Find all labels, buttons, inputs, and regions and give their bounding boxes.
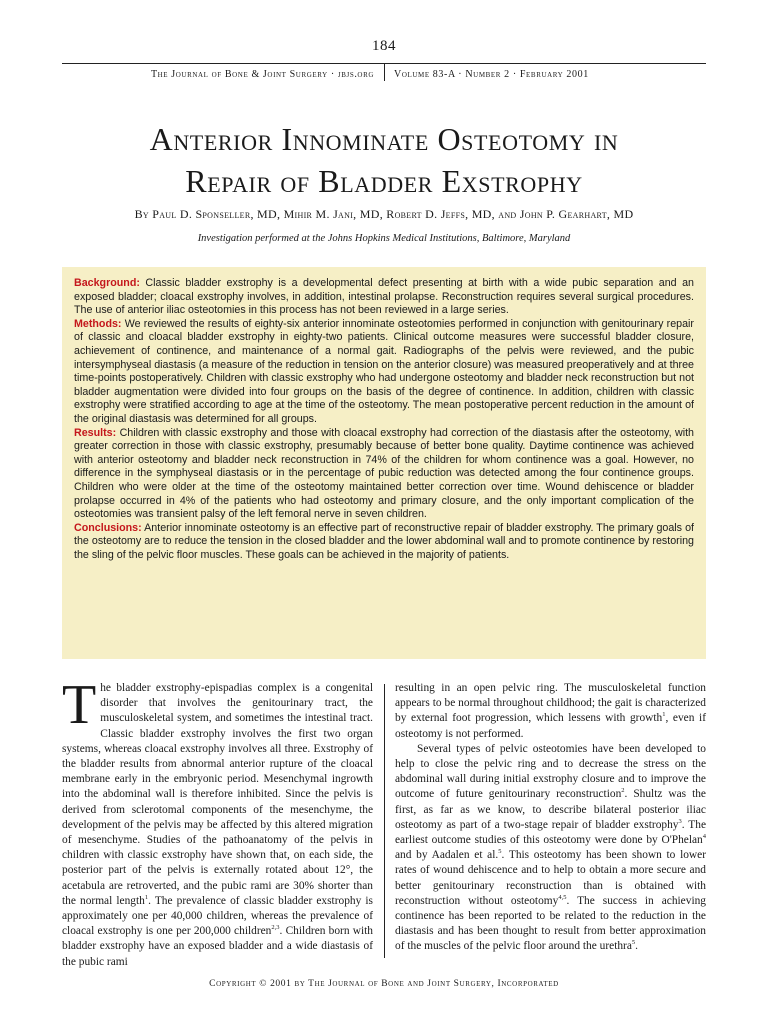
body-text: Several types of pelvic osteotomies have been developed to help to close the pelvic ring and to decrease the stress on the abdominal wall during initial exstrophy closure and to improve the outcome of future genitourinary reconstruction — [395, 742, 706, 801]
body-paragraph-2 — [395, 742, 706, 955]
title-line-1: Anterior Innominate Osteotomy in — [149, 121, 619, 157]
reference-marker: 2 — [621, 787, 625, 795]
abstract-methods — [74, 318, 694, 427]
abstract-conclusions-text: Anterior innominate osteotomy is an effective part of reconstructive repair of bladder exstrophy. The primary goals of the osteotomy are to reduce the tension in the closed bladder and the lower abdominal wall and to promote continence by restoring the sling of the pelvic floor muscles. These goals can be achieved in the majority of patients. — [74, 521, 694, 561]
abstract-background-label: Background: — [74, 277, 140, 289]
body-text: . — [635, 940, 639, 953]
abstract-background — [74, 277, 694, 318]
reference-marker: 5 — [631, 939, 636, 947]
body-text: . Children born with bladder exstrophy have an exposed bladder and a wide diastasis of the pubic rami — [62, 925, 373, 968]
abstract-conclusions — [74, 522, 694, 563]
header-divider — [384, 63, 385, 81]
body-text: . The success in achieving continence has been reported to be related to the reduction in the diastasis and has been thought to result from better approximation of the muscles of the pelvic floor around the urethra — [395, 894, 706, 953]
abstract-results-text: Children with classic exstrophy and those with cloacal exstrophy had correction of the diastasis after the osteotomy, with greater correction in those with classic exstrophy, presumably because of better bone quality. Daytime continence was achieved with anterior osteotomy and bladder neck reconstruction in 74% of the children for whom continence was a goal. However, no difference in the symphyseal diastasis or in the percentage of pubic reduction was detected among the four continence groups. Children who were older at the time of the osteotomy maintained better correction over time. Wound dehiscence or bladder prolapse occurred in 4% of the patients who had osteotomy and primary closure, and the only important complication of the osteotomies was transient palsy of the left femoral nerve in seven children. — [74, 426, 694, 521]
abstract-methods-label: Methods: — [74, 317, 122, 330]
authors-byline: By Paul D. Sponseller, MD, Mihir M. Jani, MD, Robert D. Jeffs, MD, and John P. Gearhart, MD — [134, 207, 634, 221]
body-text: he bladder exstrophy-epispadias complex is a congenital disorder that involves the genitourinary tract, the musculoskeletal system, and sometimes the intestinal tract. Classic bladder exstrophy involves the first two organ systems, whereas cloacal exstrophy involves all three. Exstrophy of the bladder results from abnormal anterior rupture of the cloacal membrane early in the embryonic period. Mesenchymal ingrowth into the abdominal wall is therefore inhibited. Since the pelvis is derived from sclerotomal components of the mesenchyme, the development of the pelvis may be affected by this altered migration of mesenchyme. Studies of the pathoanatomy of the pelvis in children with classic exstrophy have shown that, on each side, the posterior part of the pelvis is externally rotated about 12°, the acetabula are retroverted, and the pubic rami are 30% shorter than the normal length — [62, 682, 373, 907]
article-title — [40, 118, 728, 202]
reference-marker: 3 — [678, 818, 682, 826]
abstract-box — [62, 267, 706, 659]
reference-marker: 2,3 — [271, 924, 280, 932]
body-text: . The earliest outcome studies of this osteotomy were done by O'Phelan — [395, 818, 706, 847]
body-text: and by Aadalen et al. — [395, 849, 499, 862]
running-header-journal: The Journal of Bone & Joint Surgery · jbjs.org — [150, 69, 374, 80]
body-text: resulting in an open pelvic ring. The musculoskeletal function appears to be normal throughout childhood; the gait is characterized by external foot progression, which lessens with growth — [395, 682, 706, 725]
abstract-results — [74, 427, 694, 522]
body-text: . This osteotomy has been shown to lower rates of wound dehiscence and to help to obtain a more secure and better genitourinary reconstruction than is obtained with reconstruction without osteotomy — [395, 849, 707, 907]
institution-note: Investigation performed at the Johns Hopkins Medical Institutions, Baltimore, Maryland — [197, 233, 571, 244]
reference-marker: 4,5 — [558, 894, 567, 902]
reference-marker: 1 — [144, 894, 149, 902]
abstract-methods-text: We reviewed the results of eighty-six anterior innominate osteotomies performed in conjunction with genitourinary repair of classic and cloacal bladder exstrophy in eighty-two patients. Clinical outcome measures were successful bladder closure, achievement of continence, and maintenance of a normal gait. Radiographs of the pelvis were reviewed, and the pubic intersymphyseal diastasis (a measure of the reduction in tension on the anterior closure) was measured preoperatively and at three time-points postoperatively. Children with classic exstrophy who had undergone osteotomy and bladder neck reconstruction but not bladder augmentation were divided into four groups on the basis of the degree of continence. In addition, children with classic exstrophy were stratified according to age at the time of the osteotomy. The mean postoperative percent reduction in the amount of the original diastasis was determined for all groups. — [74, 317, 694, 425]
body-column-right — [395, 681, 706, 955]
abstract-results-label: Results: — [74, 426, 117, 439]
title-line-2: Repair of Bladder Exstrophy — [185, 163, 583, 199]
body-text: , even if osteotomy is not performed. — [395, 712, 706, 740]
reference-marker: 5 — [498, 848, 502, 856]
column-divider — [384, 684, 385, 958]
body-paragraph-1-continued — [395, 681, 706, 742]
body-column-left — [62, 674, 373, 970]
drop-cap: T — [62, 674, 97, 736]
body-text: . Shultz was the first, as far as we know, to describe bilateral posterior iliac osteotomy as part of a two-stage repair of bladder exstrophy — [395, 788, 706, 831]
reference-marker: 4 — [702, 833, 706, 841]
page-number: 184 — [372, 38, 396, 54]
abstract-background-text: Classic bladder exstrophy is a developmental defect presenting at birth with a wide pubic separation and an exposed bladder; cloacal exstrophy involves, in addition, intestinal prolapse. Reconstruction requires several surgical procedures. The use of anterior iliac osteotomies in this process has not been reviewed in a large series. — [74, 277, 694, 317]
copyright-footer: Copyright © 2001 by The Journal of Bone and Joint Surgery, Incorporated — [209, 979, 559, 989]
body-text: . The prevalence of classic bladder exstrophy is approximately one per 40,000 children, whereas the prevalence of cloacal exstrophy is one per 200,000 children — [62, 894, 373, 938]
running-header-issue: Volume 83-A · Number 2 · February 2001 — [394, 69, 589, 80]
reference-marker: 1 — [662, 711, 666, 719]
body-paragraph-1 — [62, 674, 373, 970]
abstract-conclusions-label: Conclusions: — [74, 521, 142, 534]
